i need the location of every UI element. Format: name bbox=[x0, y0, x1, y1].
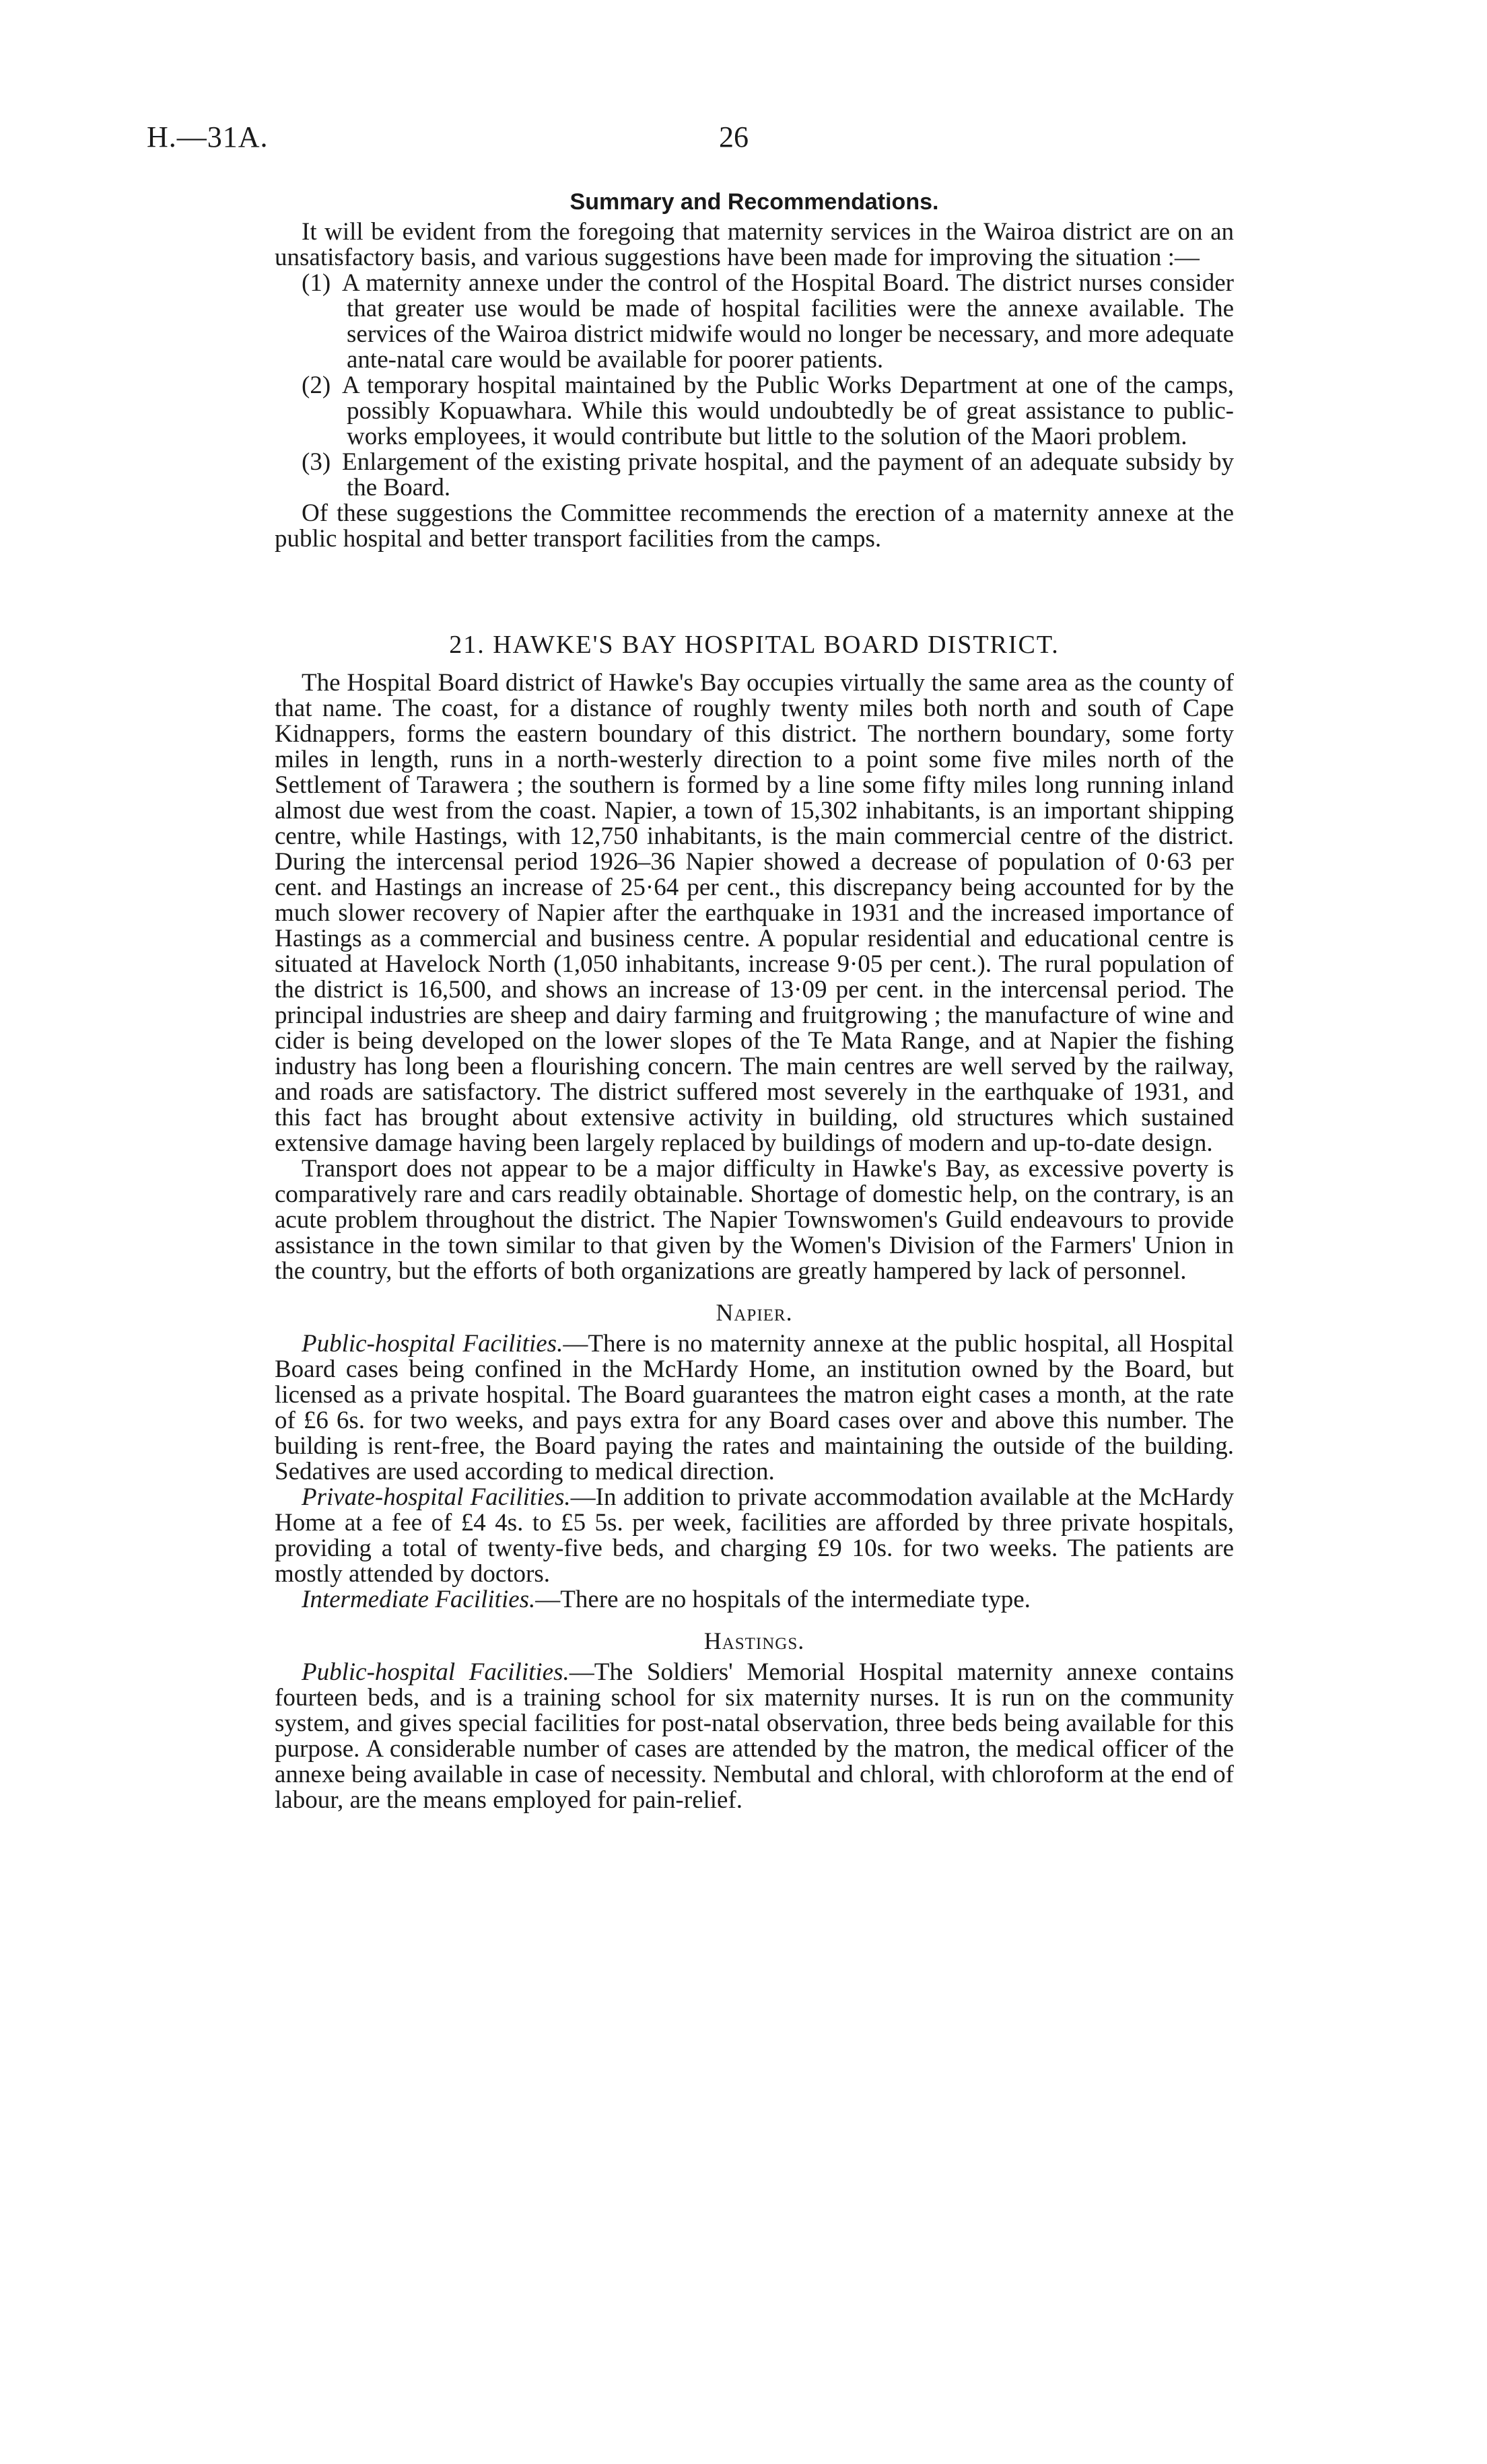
hastings-public-hospital-paragraph bbox=[275, 1660, 1234, 1813]
recommendation-item bbox=[275, 271, 1234, 373]
recommendation-text: A maternity annexe under the control of the Hospital Board. The district nurses consider that greater use would be made of hospital facilities were the annexe available. The services of the Wairoa district midwife would no longer be necessary, and more adequate ante-natal care would be available for poorer patients. bbox=[342, 269, 1234, 374]
napier-intermediate-paragraph bbox=[275, 1587, 1234, 1613]
recommendation-item bbox=[275, 373, 1234, 450]
recommendation-number: (3) bbox=[302, 448, 331, 476]
section-heading-hawkes-bay: 21. HAWKE'S BAY HOSPITAL BOARD DISTRICT. bbox=[449, 631, 1060, 659]
summary-heading: Summary and Recommendations. bbox=[569, 189, 939, 215]
napier-private-lead: Private-hospital Facilities. bbox=[302, 1483, 571, 1511]
napier-public-lead: Public-hospital Facilities. bbox=[302, 1330, 563, 1358]
napier-intermediate-lead: Intermediate Facilities. bbox=[302, 1586, 536, 1613]
napier-intermediate-text: —There are no hospitals of the intermediate type. bbox=[535, 1586, 1031, 1613]
page-number: 26 bbox=[719, 120, 749, 153]
hawkes-bay-paragraph-2: Transport does not appear to be a major difficulty in Hawke's Bay, as excessive poverty is comparatively rare and cars readily obtainable. Shortage of domestic help, on the contrary, is an acute problem throughout the district. The Napier Townswomen's Guild endeavours to provide assistance in the town similar to that given by the Women's Division of the Farmers' Union in the country, but the efforts of both organizations are greatly hampered by lack of personnel. bbox=[275, 1155, 1234, 1285]
napier-public-text: —There is no maternity annexe at the public hospital, all Hospital Board cases being confined in the McHardy Home, an institution owned by the Board, but licensed as a private hospital. The Board guarantees the matron eight cases a month, at the rate of £6 6s. for two weeks, and pays extra for any Board cases over and above this number. The building is rent-free, the Board paying the rates and maintaining the outside of the building. Sedatives are used according to medical direction. bbox=[275, 1330, 1234, 1485]
recommendation-number: (2) bbox=[302, 372, 331, 399]
document-reference: H.—31A. bbox=[147, 120, 269, 153]
subheading-napier: Napier. bbox=[716, 1299, 793, 1326]
recommendation-item bbox=[275, 450, 1234, 501]
summary-intro: It will be evident from the foregoing that maternity services in the Wairoa district are on an unsatisfactory basis, and various suggestions have been made for improving the situation :— bbox=[275, 218, 1234, 271]
subheading-hastings: Hastings. bbox=[703, 1627, 805, 1654]
hastings-public-lead: Public-hospital Facilities. bbox=[302, 1658, 569, 1686]
recommendation-text: A temporary hospital maintained by the Public Works Department at one of the camps, possibly Kopuawhara. While this would undoubtedly be of great assistance to public-works employees, it would contribute but little to the solution of the Maori problem. bbox=[342, 372, 1234, 450]
napier-private-text: —In addition to private accommodation available at the McHardy Home at a fee of £4 4s. to £5 5s. per week, facilities are afforded by three private hospitals, providing a total of twenty-five beds, and charging £9 10s. for two weeks. The patients are mostly attended by doctors. bbox=[275, 1483, 1234, 1588]
recommendation-text: Enlargement of the existing private hospital, and the payment of an adequate subsidy by the Board. bbox=[342, 448, 1234, 501]
hastings-public-text: —The Soldiers' Memorial Hospital maternity annexe contains fourteen beds, and is a training school for six maternity nurses. It is run on the community system, and gives special facilities for post-natal observation, three beds being available for this purpose. A considerable number of cases are attended by the matron, the medical officer of the annexe being available in case of necessity. Nembutal and chloral, with chloroform at the end of labour, are the means employed for pain-relief. bbox=[275, 1658, 1234, 1814]
summary-conclusion: Of these suggestions the Committee recommends the erection of a maternity annexe at the public hospital and better transport facilities from the camps. bbox=[275, 499, 1234, 553]
napier-public-hospital-paragraph bbox=[275, 1331, 1234, 1485]
recommendation-number: (1) bbox=[302, 269, 331, 297]
napier-private-hospital-paragraph bbox=[275, 1485, 1234, 1587]
page-body bbox=[275, 187, 1234, 1813]
hawkes-bay-paragraph-1: The Hospital Board district of Hawke's Bay occupies virtually the same area as the county of that name. The coast, for a distance of roughly twenty miles both north and south of Cape Kidnappers, forms the eastern boundary of this district. The northern boundary, some forty miles in length, runs in a north-westerly direction to a point some five miles north of the Settlement of Tarawera ; the southern is formed by a line some fifty miles long running inland almost due west from the coast. Napier, a town of 15,302 inhabitants, is an important shipping centre, while Hastings, with 12,750 inhabitants, is the main commercial centre of the district. During the intercensal period 1926–36 Napier showed a decrease of population of 0·63 per cent. and Hastings an increase of 25·64 per cent., this discrepancy being accounted for by the much slower recovery of Napier after the earthquake in 1931 and the increased importance of Hastings as a commercial and business centre. A popular residential and educational centre is situated at Havelock North (1,050 inhabitants, increase 9·05 per cent.). The rural population of the district is 16,500, and shows an increase of 13·09 per cent. in the intercensal period. The principal industries are sheep and dairy farming and fruitgrowing ; the manufacture of wine and cider is being developed on the lower slopes of the Te Mata Range, and at Napier the fishing industry has long been a flourishing concern. The main centres are well served by the railway, and roads are satisfactory. The district suffered most severely in the earthquake of 1931, and this fact has brought about extensive activity in building, old structures which sustained extensive damage having been largely replaced by buildings of modern and up-to-date design. bbox=[275, 669, 1234, 1157]
